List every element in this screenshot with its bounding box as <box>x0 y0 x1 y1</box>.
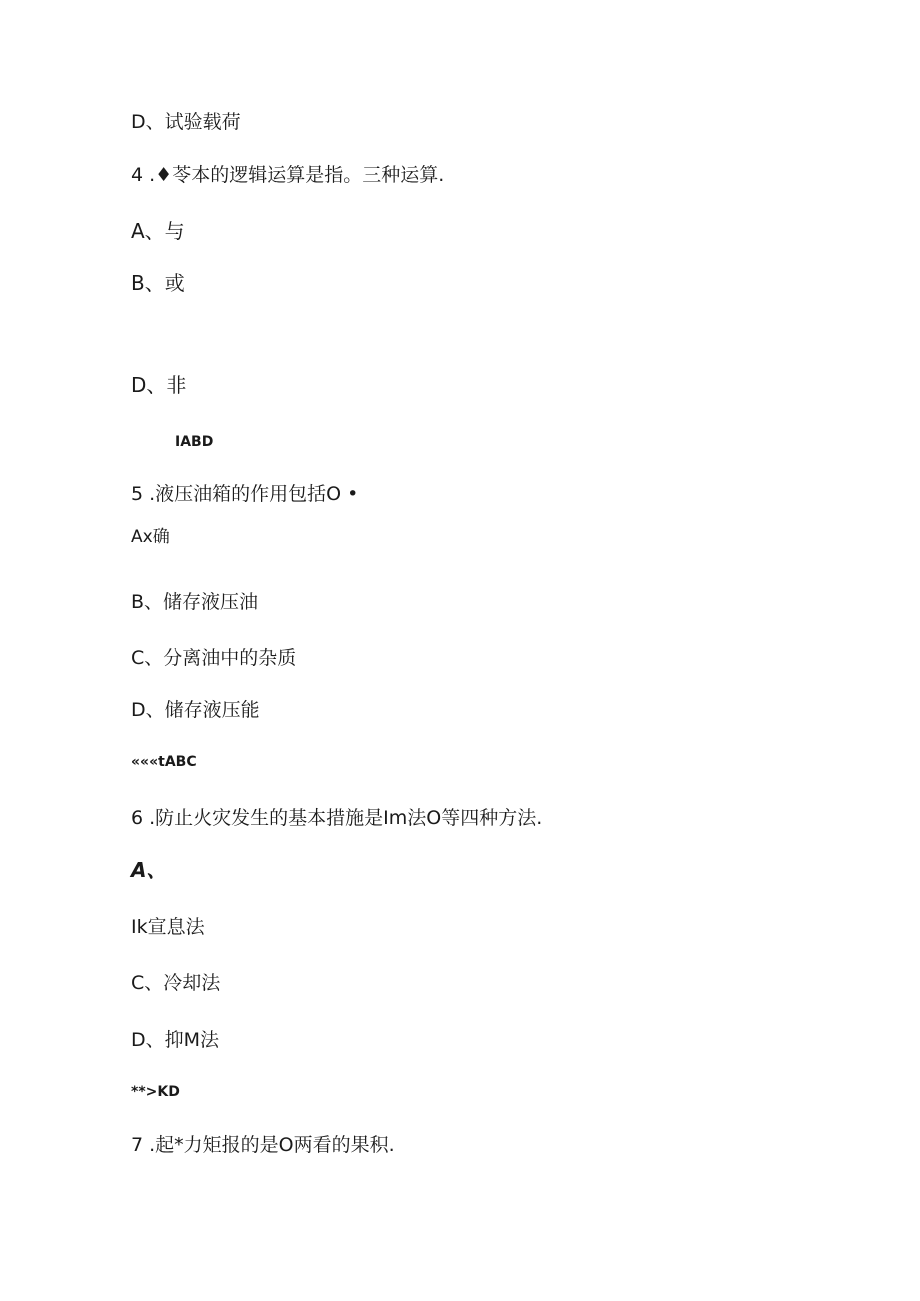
option-d-5: D、储存液压能 <box>131 699 260 721</box>
answer-4: IABD <box>175 434 214 450</box>
question-4: 4 .♦苓本的逻辑运算是指。三种运算. <box>131 164 445 186</box>
question-5: 5 .液压油箱的作用包括O • <box>131 483 359 505</box>
option-b-6: Ik宣息法 <box>131 916 205 938</box>
option-a-5: Ax确 <box>131 527 170 547</box>
option-c-5: C、分离油中的杂质 <box>131 647 297 669</box>
question-7: 7 .起*力矩报的是O两看的果积. <box>131 1134 395 1156</box>
option-c-6: C、冷却法 <box>131 972 221 994</box>
option-d-test-load: D、试验载荷 <box>131 111 241 133</box>
option-b-5: B、储存液压油 <box>131 591 259 613</box>
option-d-not: D、非 <box>131 373 187 397</box>
answer-5: «««tABC <box>131 754 197 770</box>
answer-6: **>KD <box>131 1084 180 1100</box>
option-a-and: A、与 <box>131 219 185 243</box>
option-d-6: D、抑M法 <box>131 1029 220 1051</box>
option-b-or: B、或 <box>131 271 185 295</box>
question-6: 6 .防止火灾发生的基本措施是Im法O等四种方法. <box>131 807 543 829</box>
option-a-6: A、 <box>131 858 167 882</box>
